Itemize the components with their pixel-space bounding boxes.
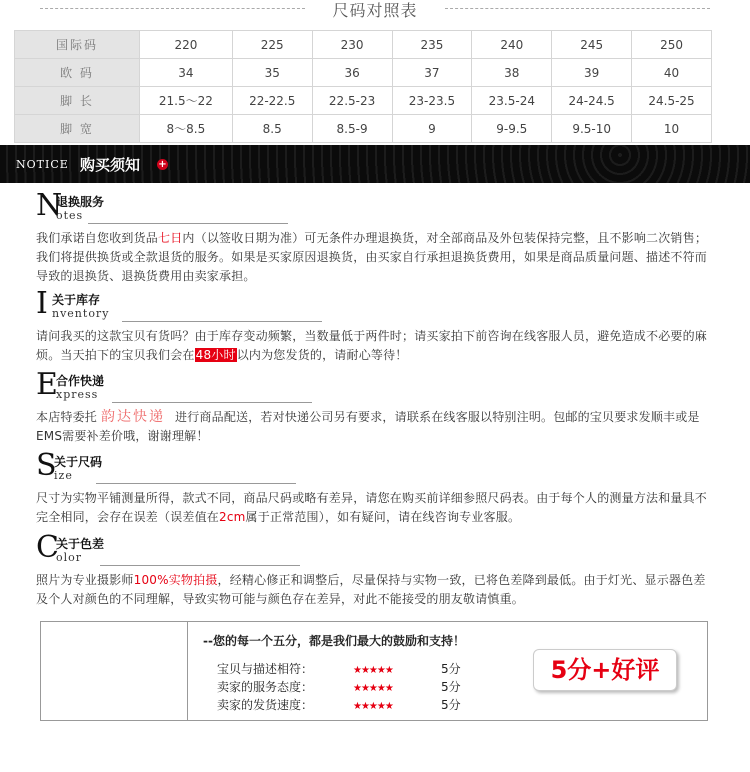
notice-bar <box>0 145 750 183</box>
section-subtitle: xpress <box>56 388 99 401</box>
size-cell: 245 <box>552 31 632 59</box>
size-cell: 34 <box>140 59 233 87</box>
rating-box <box>40 621 708 721</box>
highlight-text: 2cm <box>219 510 246 524</box>
section-subtitle: otes <box>56 209 84 222</box>
size-row-label: 欧 码 <box>15 59 140 87</box>
section-rule <box>88 223 288 224</box>
size-cell: 8.5-9 <box>312 115 392 143</box>
rating-message: --您的每一个五分，都是我们最大的鼓励和支持！ <box>203 634 465 648</box>
body-text: 以内为您发货的，请耐心等待！ <box>236 348 408 362</box>
size-row-label: 脚 长 <box>15 87 140 115</box>
size-cell: 23-23.5 <box>392 87 472 115</box>
section-title: 合作快递 <box>56 374 105 388</box>
section-subtitle: nventory <box>52 307 110 320</box>
rating-score: 5分 <box>441 698 461 712</box>
size-cell: 23.5-24 <box>472 87 552 115</box>
section-body <box>36 489 712 527</box>
body-text: 照片为专业摄影师 <box>36 573 134 587</box>
section-initial: E <box>36 367 58 402</box>
section-subtitle: olor <box>56 551 83 564</box>
body-text: 属于正常范围），如有疑问，请在线咨询专业客服。 <box>245 510 521 524</box>
size-cell: 36 <box>312 59 392 87</box>
rating-row <box>217 678 461 695</box>
section-body <box>36 408 712 446</box>
star-rating-icon: ★★★★★ <box>353 665 393 676</box>
rating-score: 5分 <box>441 680 461 694</box>
five-star-review-badge: 5分+好评 <box>533 649 677 691</box>
size-cell: 240 <box>472 31 552 59</box>
title-divider-right <box>445 8 710 9</box>
section-body <box>36 571 712 609</box>
section-initial: C <box>36 530 59 565</box>
size-cell: 40 <box>632 59 712 87</box>
size-row-label: 脚 宽 <box>15 115 140 143</box>
size-chart-row <box>15 115 712 143</box>
size-cell: 9.5-10 <box>552 115 632 143</box>
section-rule <box>122 321 322 322</box>
body-text: 请问我买的这款宝贝有货吗？由于库存变动频繁，当数量低于两件时；请买家拍下前咨询在线客服人员，避免造成不必要的麻烦。当天拍下的宝贝我们会在 <box>36 329 708 362</box>
rating-label: 宝贝与描述相符： <box>217 662 314 676</box>
highlight-text: 七日 <box>158 231 183 245</box>
rating-label: 卖家的发货速度： <box>217 698 314 712</box>
section-express <box>36 367 712 446</box>
size-cell: 37 <box>392 59 472 87</box>
size-cell: 24-24.5 <box>552 87 632 115</box>
section-title: 关于色差 <box>56 537 105 551</box>
rating-row <box>217 696 461 713</box>
plus-icon: + <box>158 159 167 170</box>
size-chart-row <box>15 59 712 87</box>
rating-label: 卖家的服务态度： <box>217 680 314 694</box>
size-cell: 9-9.5 <box>472 115 552 143</box>
courier-name: 韵达快递 <box>101 409 166 425</box>
body-text: 进行商品配送，若对快递公司另有要求，请联系在线客服以特别注明。包邮的宝贝要求发顺丰或是EMS需要补差价哦，谢谢理解！ <box>36 410 700 443</box>
section-rule <box>112 402 312 403</box>
size-cell: 220 <box>140 31 233 59</box>
size-cell: 38 <box>472 59 552 87</box>
section-title: 关于库存 <box>52 293 101 307</box>
notice-cn-label: 购买须知 <box>80 156 141 174</box>
section-inventory <box>36 286 712 365</box>
section-rule <box>96 483 296 484</box>
rating-divider <box>187 621 188 721</box>
size-cell: 22-22.5 <box>232 87 312 115</box>
size-row-label: 国际码 <box>15 31 140 59</box>
size-cell: 39 <box>552 59 632 87</box>
highlight-badge: 48小时 <box>195 348 236 362</box>
size-cell: 24.5-25 <box>632 87 712 115</box>
size-cell: 8～8.5 <box>140 115 233 143</box>
section-color <box>36 530 712 609</box>
size-cell: 21.5～22 <box>140 87 233 115</box>
size-cell: 225 <box>232 31 312 59</box>
section-initial: S <box>36 448 57 483</box>
body-text: 内（以签收日期为准）可无条件办理退换货，对全部商品及外包装保持完整，且不影响二次销售；我们将提供换货或全款退货的服务。如果是买家原因退换货，由买家自行承担退换货费用，如果是商品质量问题、描述不符而导致的退换货、退换货费用由卖家承担。 <box>36 231 708 283</box>
size-chart-title-row <box>0 0 750 18</box>
body-text: 本店特委托 <box>36 410 98 424</box>
star-rating-icon: ★★★★★ <box>353 701 393 712</box>
size-cell: 35 <box>232 59 312 87</box>
section-rule <box>100 565 300 566</box>
section-initial: I <box>36 286 48 321</box>
section-title: 关于尺码 <box>54 455 103 469</box>
size-cell: 235 <box>392 31 472 59</box>
highlight-text: 100%实物拍摄 <box>133 573 218 587</box>
section-initial: N <box>36 188 63 223</box>
section-subtitle: ize <box>54 469 73 482</box>
section-notes <box>36 188 712 286</box>
body-text: ，经精心修正和调整后，尽量保持与实物一致，已将色差降到最低。由于灯光、显示器色差及个人对颜色的不同理解，导致实物可能与颜色存在差异，对此不能接受的朋友敬请慎重。 <box>36 573 706 606</box>
size-cell: 250 <box>632 31 712 59</box>
size-chart-row <box>15 87 712 115</box>
section-body <box>36 229 712 286</box>
size-cell: 8.5 <box>232 115 312 143</box>
section-title: 退换服务 <box>56 195 105 209</box>
section-size <box>36 448 712 527</box>
size-cell: 10 <box>632 115 712 143</box>
size-chart-row <box>15 31 712 59</box>
body-text: 尺寸为实物平铺测量所得，款式不同，商品尺码或略有差异，请您在购买前详细参照尺码表。由于每个人的测量方法和量具不完全相同，会存在误差（误差值在 <box>36 491 708 524</box>
notice-en-label: NOTICE <box>16 158 69 171</box>
title-divider-left <box>40 8 305 9</box>
size-chart-title: 尺码对照表 <box>332 1 418 20</box>
rating-score: 5分 <box>441 662 461 676</box>
star-rating-icon: ★★★★★ <box>353 683 393 694</box>
size-chart-table <box>14 30 712 143</box>
body-text: 我们承诺自您收到货品 <box>36 231 159 245</box>
rating-row <box>217 660 461 677</box>
section-body <box>36 327 712 365</box>
size-cell: 230 <box>312 31 392 59</box>
size-cell: 9 <box>392 115 472 143</box>
size-cell: 22.5-23 <box>312 87 392 115</box>
